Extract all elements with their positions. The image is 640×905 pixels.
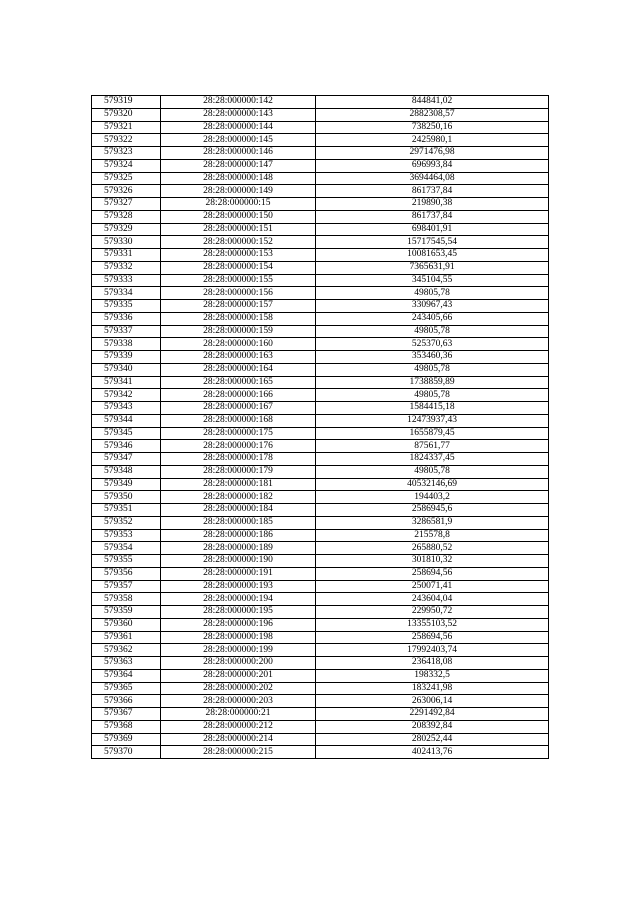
table-row	[92, 96, 549, 109]
cadastral-number-cell: 28:28:000000:181	[161, 478, 316, 491]
cadastral-number-cell: 28:28:000000:158	[161, 312, 316, 325]
table-row	[92, 618, 549, 631]
row-id-cell: 579333	[92, 274, 161, 287]
row-id-cell: 579346	[92, 440, 161, 453]
table-row	[92, 733, 549, 746]
table-row	[92, 657, 549, 670]
cadastral-number-cell: 28:28:000000:153	[161, 249, 316, 262]
value-cell: 2291492,84	[316, 708, 549, 721]
table-row	[92, 453, 549, 466]
row-id-cell: 579367	[92, 708, 161, 721]
table-row	[92, 504, 549, 517]
table-row	[92, 185, 549, 198]
row-id-cell: 579324	[92, 159, 161, 172]
value-cell: 49805,78	[316, 363, 549, 376]
table-row	[92, 121, 549, 134]
table-row	[92, 236, 549, 249]
row-id-cell: 579348	[92, 465, 161, 478]
value-cell: 243405,66	[316, 312, 549, 325]
table-row	[92, 325, 549, 338]
table-row	[92, 172, 549, 185]
table-row	[92, 465, 549, 478]
value-cell: 402413,76	[316, 746, 549, 759]
cadastral-number-cell: 28:28:000000:143	[161, 108, 316, 121]
table-row	[92, 351, 549, 364]
value-cell: 49805,78	[316, 389, 549, 402]
value-cell: 1824337,45	[316, 453, 549, 466]
row-id-cell: 579344	[92, 414, 161, 427]
row-id-cell: 579347	[92, 453, 161, 466]
cadastral-number-cell: 28:28:000000:147	[161, 159, 316, 172]
row-id-cell: 579361	[92, 631, 161, 644]
cadastral-number-cell: 28:28:000000:178	[161, 453, 316, 466]
row-id-cell: 579359	[92, 606, 161, 619]
cadastral-number-cell: 28:28:000000:185	[161, 516, 316, 529]
value-cell: 198332,5	[316, 669, 549, 682]
data-table	[91, 95, 549, 759]
table-row	[92, 249, 549, 262]
value-cell: 301810,32	[316, 555, 549, 568]
cadastral-number-cell: 28:28:000000:201	[161, 669, 316, 682]
cadastral-number-cell: 28:28:000000:152	[161, 236, 316, 249]
table-row	[92, 274, 549, 287]
row-id-cell: 579331	[92, 249, 161, 262]
value-cell: 49805,78	[316, 287, 549, 300]
table-row	[92, 223, 549, 236]
value-cell: 698401,91	[316, 223, 549, 236]
cadastral-number-cell: 28:28:000000:160	[161, 338, 316, 351]
value-cell: 250071,41	[316, 580, 549, 593]
cadastral-number-cell: 28:28:000000:214	[161, 733, 316, 746]
row-id-cell: 579352	[92, 516, 161, 529]
value-cell: 229950,72	[316, 606, 549, 619]
value-cell: 258694,56	[316, 567, 549, 580]
value-cell: 49805,78	[316, 465, 549, 478]
table-row	[92, 147, 549, 160]
row-id-cell: 579325	[92, 172, 161, 185]
cadastral-number-cell: 28:28:000000:176	[161, 440, 316, 453]
value-cell: 2586945,6	[316, 504, 549, 517]
row-id-cell: 579319	[92, 96, 161, 109]
table-row	[92, 108, 549, 121]
row-id-cell: 579323	[92, 147, 161, 160]
row-id-cell: 579360	[92, 618, 161, 631]
table-row	[92, 363, 549, 376]
cadastral-number-cell: 28:28:000000:190	[161, 555, 316, 568]
value-cell: 1584415,18	[316, 402, 549, 415]
table-row	[92, 198, 549, 211]
table-row	[92, 695, 549, 708]
row-id-cell: 579353	[92, 529, 161, 542]
row-id-cell: 579338	[92, 338, 161, 351]
value-cell: 280252,44	[316, 733, 549, 746]
value-cell: 525370,63	[316, 338, 549, 351]
cadastral-number-cell: 28:28:000000:212	[161, 720, 316, 733]
value-cell: 183241,98	[316, 682, 549, 695]
cadastral-number-cell: 28:28:000000:145	[161, 134, 316, 147]
row-id-cell: 579341	[92, 376, 161, 389]
row-id-cell: 579345	[92, 427, 161, 440]
row-id-cell: 579327	[92, 198, 161, 211]
cadastral-number-cell: 28:28:000000:159	[161, 325, 316, 338]
table-row	[92, 580, 549, 593]
value-cell: 219890,38	[316, 198, 549, 211]
table-row	[92, 720, 549, 733]
cadastral-number-cell: 28:28:000000:142	[161, 96, 316, 109]
row-id-cell: 579336	[92, 312, 161, 325]
value-cell: 15717545,54	[316, 236, 549, 249]
cadastral-number-cell: 28:28:000000:191	[161, 567, 316, 580]
table-row	[92, 516, 549, 529]
row-id-cell: 579330	[92, 236, 161, 249]
cadastral-number-cell: 28:28:000000:189	[161, 542, 316, 555]
cadastral-number-cell: 28:28:000000:148	[161, 172, 316, 185]
table-row	[92, 631, 549, 644]
cadastral-number-cell: 28:28:000000:146	[161, 147, 316, 160]
row-id-cell: 579370	[92, 746, 161, 759]
cadastral-number-cell: 28:28:000000:203	[161, 695, 316, 708]
cadastral-number-cell: 28:28:000000:168	[161, 414, 316, 427]
row-id-cell: 579363	[92, 657, 161, 670]
table-row	[92, 402, 549, 415]
cadastral-number-cell: 28:28:000000:157	[161, 300, 316, 313]
table-row	[92, 261, 549, 274]
value-cell: 13355103,52	[316, 618, 549, 631]
value-cell: 236418,08	[316, 657, 549, 670]
table-row	[92, 427, 549, 440]
row-id-cell: 579339	[92, 351, 161, 364]
cadastral-number-cell: 28:28:000000:182	[161, 491, 316, 504]
cadastral-number-cell: 28:28:000000:163	[161, 351, 316, 364]
value-cell: 49805,78	[316, 325, 549, 338]
value-cell: 2425980,1	[316, 134, 549, 147]
value-cell: 345104,55	[316, 274, 549, 287]
cadastral-number-cell: 28:28:000000:196	[161, 618, 316, 631]
value-cell: 2971476,98	[316, 147, 549, 160]
value-cell: 7365631,91	[316, 261, 549, 274]
table-row	[92, 300, 549, 313]
value-cell: 1655879,45	[316, 427, 549, 440]
row-id-cell: 579358	[92, 593, 161, 606]
row-id-cell: 579322	[92, 134, 161, 147]
value-cell: 258694,56	[316, 631, 549, 644]
value-cell: 2882308,57	[316, 108, 549, 121]
value-cell: 1738859,89	[316, 376, 549, 389]
row-id-cell: 579337	[92, 325, 161, 338]
cadastral-number-cell: 28:28:000000:199	[161, 644, 316, 657]
value-cell: 215578,8	[316, 529, 549, 542]
row-id-cell: 579342	[92, 389, 161, 402]
table-row	[92, 478, 549, 491]
table-row	[92, 606, 549, 619]
cadastral-number-cell: 28:28:000000:179	[161, 465, 316, 478]
row-id-cell: 579369	[92, 733, 161, 746]
table-row	[92, 376, 549, 389]
row-id-cell: 579368	[92, 720, 161, 733]
row-id-cell: 579364	[92, 669, 161, 682]
value-cell: 696993,84	[316, 159, 549, 172]
table-row	[92, 669, 549, 682]
cadastral-number-cell: 28:28:000000:164	[161, 363, 316, 376]
value-cell: 861737,84	[316, 210, 549, 223]
cadastral-number-cell: 28:28:000000:193	[161, 580, 316, 593]
value-cell: 40532146,69	[316, 478, 549, 491]
row-id-cell: 579340	[92, 363, 161, 376]
cadastral-number-cell: 28:28:000000:215	[161, 746, 316, 759]
table-row	[92, 542, 549, 555]
value-cell: 208392,84	[316, 720, 549, 733]
row-id-cell: 579351	[92, 504, 161, 517]
cadastral-number-cell: 28:28:000000:165	[161, 376, 316, 389]
value-cell: 194403,2	[316, 491, 549, 504]
row-id-cell: 579356	[92, 567, 161, 580]
cadastral-number-cell: 28:28:000000:186	[161, 529, 316, 542]
cadastral-number-cell: 28:28:000000:202	[161, 682, 316, 695]
table-row	[92, 159, 549, 172]
cadastral-number-cell: 28:28:000000:200	[161, 657, 316, 670]
value-cell: 861737,84	[316, 185, 549, 198]
value-cell: 10081653,45	[316, 249, 549, 262]
cadastral-number-cell: 28:28:000000:167	[161, 402, 316, 415]
table-row	[92, 491, 549, 504]
table-row	[92, 682, 549, 695]
value-cell: 330967,43	[316, 300, 549, 313]
row-id-cell: 579366	[92, 695, 161, 708]
cadastral-number-cell: 28:28:000000:21	[161, 708, 316, 721]
cadastral-number-cell: 28:28:000000:156	[161, 287, 316, 300]
cadastral-number-cell: 28:28:000000:149	[161, 185, 316, 198]
table-row	[92, 708, 549, 721]
row-id-cell: 579349	[92, 478, 161, 491]
value-cell: 263006,14	[316, 695, 549, 708]
row-id-cell: 579355	[92, 555, 161, 568]
table-row	[92, 389, 549, 402]
value-cell: 3286581,9	[316, 516, 549, 529]
row-id-cell: 579335	[92, 300, 161, 313]
row-id-cell: 579326	[92, 185, 161, 198]
table-row	[92, 567, 549, 580]
table-row	[92, 134, 549, 147]
row-id-cell: 579334	[92, 287, 161, 300]
table-row	[92, 287, 549, 300]
value-cell: 87561,77	[316, 440, 549, 453]
table-row	[92, 312, 549, 325]
value-cell: 353460,36	[316, 351, 549, 364]
cadastral-number-cell: 28:28:000000:155	[161, 274, 316, 287]
row-id-cell: 579329	[92, 223, 161, 236]
table-row	[92, 338, 549, 351]
value-cell: 844841,02	[316, 96, 549, 109]
row-id-cell: 579332	[92, 261, 161, 274]
row-id-cell: 579343	[92, 402, 161, 415]
row-id-cell: 579350	[92, 491, 161, 504]
value-cell: 3694464,08	[316, 172, 549, 185]
row-id-cell: 579321	[92, 121, 161, 134]
cadastral-number-cell: 28:28:000000:195	[161, 606, 316, 619]
cadastral-number-cell: 28:28:000000:150	[161, 210, 316, 223]
cadastral-number-cell: 28:28:000000:154	[161, 261, 316, 274]
cadastral-number-cell: 28:28:000000:151	[161, 223, 316, 236]
value-cell: 265880,52	[316, 542, 549, 555]
table-row	[92, 210, 549, 223]
row-id-cell: 579362	[92, 644, 161, 657]
table-row	[92, 555, 549, 568]
table-row	[92, 414, 549, 427]
row-id-cell: 579328	[92, 210, 161, 223]
cadastral-number-cell: 28:28:000000:175	[161, 427, 316, 440]
value-cell: 17992403,74	[316, 644, 549, 657]
row-id-cell: 579357	[92, 580, 161, 593]
row-id-cell: 579320	[92, 108, 161, 121]
table-row	[92, 746, 549, 759]
table-row	[92, 644, 549, 657]
cadastral-number-cell: 28:28:000000:194	[161, 593, 316, 606]
cadastral-number-cell: 28:28:000000:198	[161, 631, 316, 644]
value-cell: 243604,04	[316, 593, 549, 606]
cadastral-number-cell: 28:28:000000:184	[161, 504, 316, 517]
cadastral-number-cell: 28:28:000000:166	[161, 389, 316, 402]
row-id-cell: 579354	[92, 542, 161, 555]
value-cell: 12473937,43	[316, 414, 549, 427]
table-row	[92, 593, 549, 606]
cadastral-number-cell: 28:28:000000:144	[161, 121, 316, 134]
table-row	[92, 440, 549, 453]
table-row	[92, 529, 549, 542]
row-id-cell: 579365	[92, 682, 161, 695]
value-cell: 738250,16	[316, 121, 549, 134]
cadastral-number-cell: 28:28:000000:15	[161, 198, 316, 211]
table-body	[92, 96, 549, 759]
